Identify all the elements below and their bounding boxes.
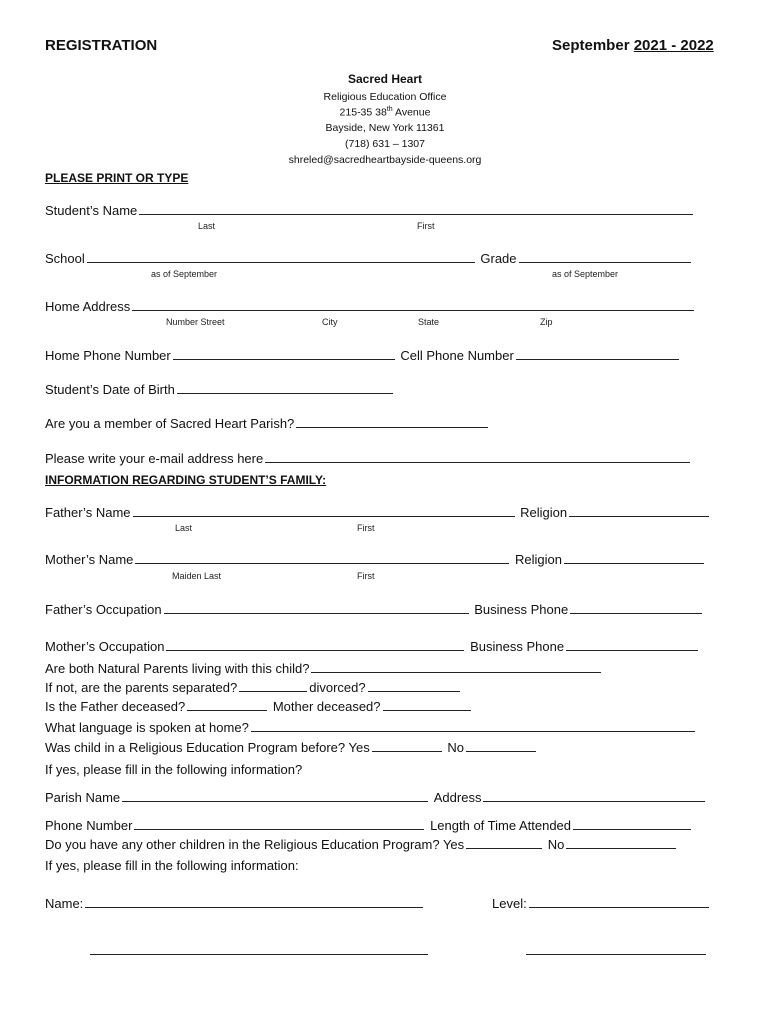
father-deceased-field[interactable] [187, 698, 267, 711]
parish-name-field[interactable] [122, 789, 428, 802]
mother-sub-maiden: Maiden Last [172, 571, 222, 581]
form-title: REGISTRATION [45, 37, 158, 54]
student-name-row [45, 202, 695, 218]
org-name: Sacred Heart [347, 72, 423, 86]
school-year-month: September [552, 37, 630, 54]
mother-deceased-field[interactable] [383, 698, 471, 711]
child-level-row [492, 895, 711, 911]
school-row [45, 250, 693, 266]
child-name-level-row [45, 895, 425, 911]
prior-program-yes-field[interactable] [372, 739, 442, 752]
member-label: Are you a member of Sacred Heart Parish? [45, 416, 295, 431]
home-address-field[interactable] [132, 298, 694, 311]
father-business-phone-label: Business Phone [474, 602, 569, 617]
student-name-sub-first: First [417, 221, 435, 231]
dob-label: Student’s Date of Birth [45, 382, 175, 397]
school-sub: as of September [151, 269, 218, 279]
grade-sub: as of September [552, 269, 619, 279]
father-religion-field[interactable] [569, 504, 709, 517]
father-occ-label: Father’s Occupation [45, 602, 162, 617]
if-yes-label: If yes, please fill in the following information? [45, 762, 303, 777]
home-phone-label: Home Phone Number [45, 348, 171, 363]
mother-religion-label: Religion [515, 552, 562, 567]
org-address-number: 215-35 38 [339, 106, 387, 119]
email-label: Please write your e-mail address here [45, 451, 264, 466]
mother-occ-label: Mother’s Occupation [45, 639, 165, 654]
separated-field[interactable] [239, 679, 307, 692]
address-sub-street: Number Street [166, 317, 225, 327]
parish-address-label: Address [433, 790, 482, 805]
both-parents-row [45, 660, 603, 676]
parish-address-field[interactable] [483, 789, 705, 802]
language-row [45, 719, 697, 735]
father-business-phone-field[interactable] [570, 601, 702, 614]
email-field[interactable] [265, 450, 690, 463]
dob-row [45, 381, 395, 397]
mother-deceased-label: Mother deceased? [272, 699, 381, 714]
prior-program-row [45, 739, 538, 755]
deceased-row [45, 698, 473, 714]
divorced-label: divorced? [309, 680, 366, 695]
school-year [552, 37, 714, 54]
separated-row [45, 679, 462, 695]
mother-occ-field[interactable] [166, 638, 464, 651]
other-children-no-label: No [547, 837, 565, 852]
parish-row [45, 789, 707, 805]
father-religion-label: Religion [520, 505, 568, 520]
both-parents-field[interactable] [311, 660, 601, 673]
if-yes2-label: If yes, please fill in the following information: [45, 858, 299, 873]
parish-phone-row [45, 817, 693, 833]
language-field[interactable] [251, 719, 695, 732]
address-sub-zip: Zip [540, 317, 553, 327]
other-children-label: Do you have any other children in the Religious Education Program? Yes [45, 837, 465, 852]
address-sub-state: State [418, 317, 440, 327]
parish-phone-field[interactable] [134, 817, 424, 830]
parish-phone-label: Phone Number [45, 818, 133, 833]
child-level-field-2[interactable] [526, 954, 706, 955]
child-name-field[interactable] [85, 895, 423, 908]
divorced-field[interactable] [368, 679, 460, 692]
parish-name-label: Parish Name [45, 790, 121, 805]
separated-label: If not, are the parents separated? [45, 680, 238, 695]
child-level-label: Level: [492, 896, 527, 911]
mother-sub-first: First [357, 571, 375, 581]
org-office: Religious Education Office [323, 91, 447, 103]
mother-religion-field[interactable] [564, 551, 704, 564]
father-sub-last: Last [175, 523, 193, 533]
other-children-no-field[interactable] [566, 836, 676, 849]
school-field[interactable] [87, 250, 475, 263]
org-city: Bayside, New York 11361 [325, 122, 445, 134]
length-attended-label: Length of Time Attended [430, 818, 572, 833]
other-children-row [45, 836, 678, 852]
mother-business-phone-label: Business Phone [470, 639, 565, 654]
father-name-label: Father’s Name [45, 505, 131, 520]
member-row [45, 415, 490, 431]
both-parents-label: Are both Natural Parents living with this child? [45, 661, 310, 676]
child-level-field[interactable] [529, 895, 709, 908]
mother-occ-row [45, 638, 700, 654]
home-phone-field[interactable] [173, 347, 395, 360]
prior-program-no-label: No [447, 740, 464, 755]
org-address [0, 106, 770, 119]
father-deceased-label: Is the Father deceased? [45, 699, 186, 714]
child-name-field-2[interactable] [90, 954, 428, 955]
father-occ-field[interactable] [164, 601, 469, 614]
other-children-yes-field[interactable] [466, 836, 542, 849]
print-instructions: PLEASE PRINT OR TYPE [45, 171, 189, 185]
prior-program-no-field[interactable] [466, 739, 536, 752]
email-row [45, 450, 692, 466]
mother-name-row [45, 551, 706, 567]
school-year-range: 2021 - 2022 [633, 37, 714, 54]
home-address-label: Home Address [45, 299, 131, 314]
family-section-title: INFORMATION REGARDING STUDENT’S FAMILY: [45, 473, 327, 487]
org-phone: (718) 631 – 1307 [345, 138, 425, 150]
org-address-sup: th [386, 106, 393, 113]
prior-program-label: Was child in a Religious Education Program before? Yes [45, 740, 370, 755]
home-address-row [45, 298, 696, 314]
student-name-label: Student’s Name [45, 203, 138, 218]
member-field[interactable] [296, 415, 488, 428]
mother-name-field[interactable] [135, 551, 509, 564]
mother-business-phone-field[interactable] [566, 638, 698, 651]
student-name-field[interactable] [139, 202, 693, 215]
father-name-field[interactable] [133, 504, 515, 517]
father-name-row [45, 504, 711, 520]
length-attended-field[interactable] [573, 817, 691, 830]
father-sub-first: First [357, 523, 375, 533]
org-address-street: Avenue [392, 106, 431, 119]
cell-phone-label: Cell Phone Number [400, 348, 514, 363]
grade-label: Grade [480, 251, 517, 266]
father-occ-row [45, 601, 704, 617]
dob-field[interactable] [177, 381, 393, 394]
student-name-sub-last: Last [198, 221, 216, 231]
language-label: What language is spoken at home? [45, 720, 249, 735]
cell-phone-field[interactable] [516, 347, 679, 360]
school-label: School [45, 251, 85, 266]
org-email[interactable]: shreled@sacredheartbayside-queens.org [288, 154, 482, 166]
address-sub-city: City [322, 317, 338, 327]
phones-row [45, 347, 681, 363]
mother-name-label: Mother’s Name [45, 552, 134, 567]
grade-field[interactable] [519, 250, 691, 263]
child-name-label: Name: [45, 896, 84, 911]
